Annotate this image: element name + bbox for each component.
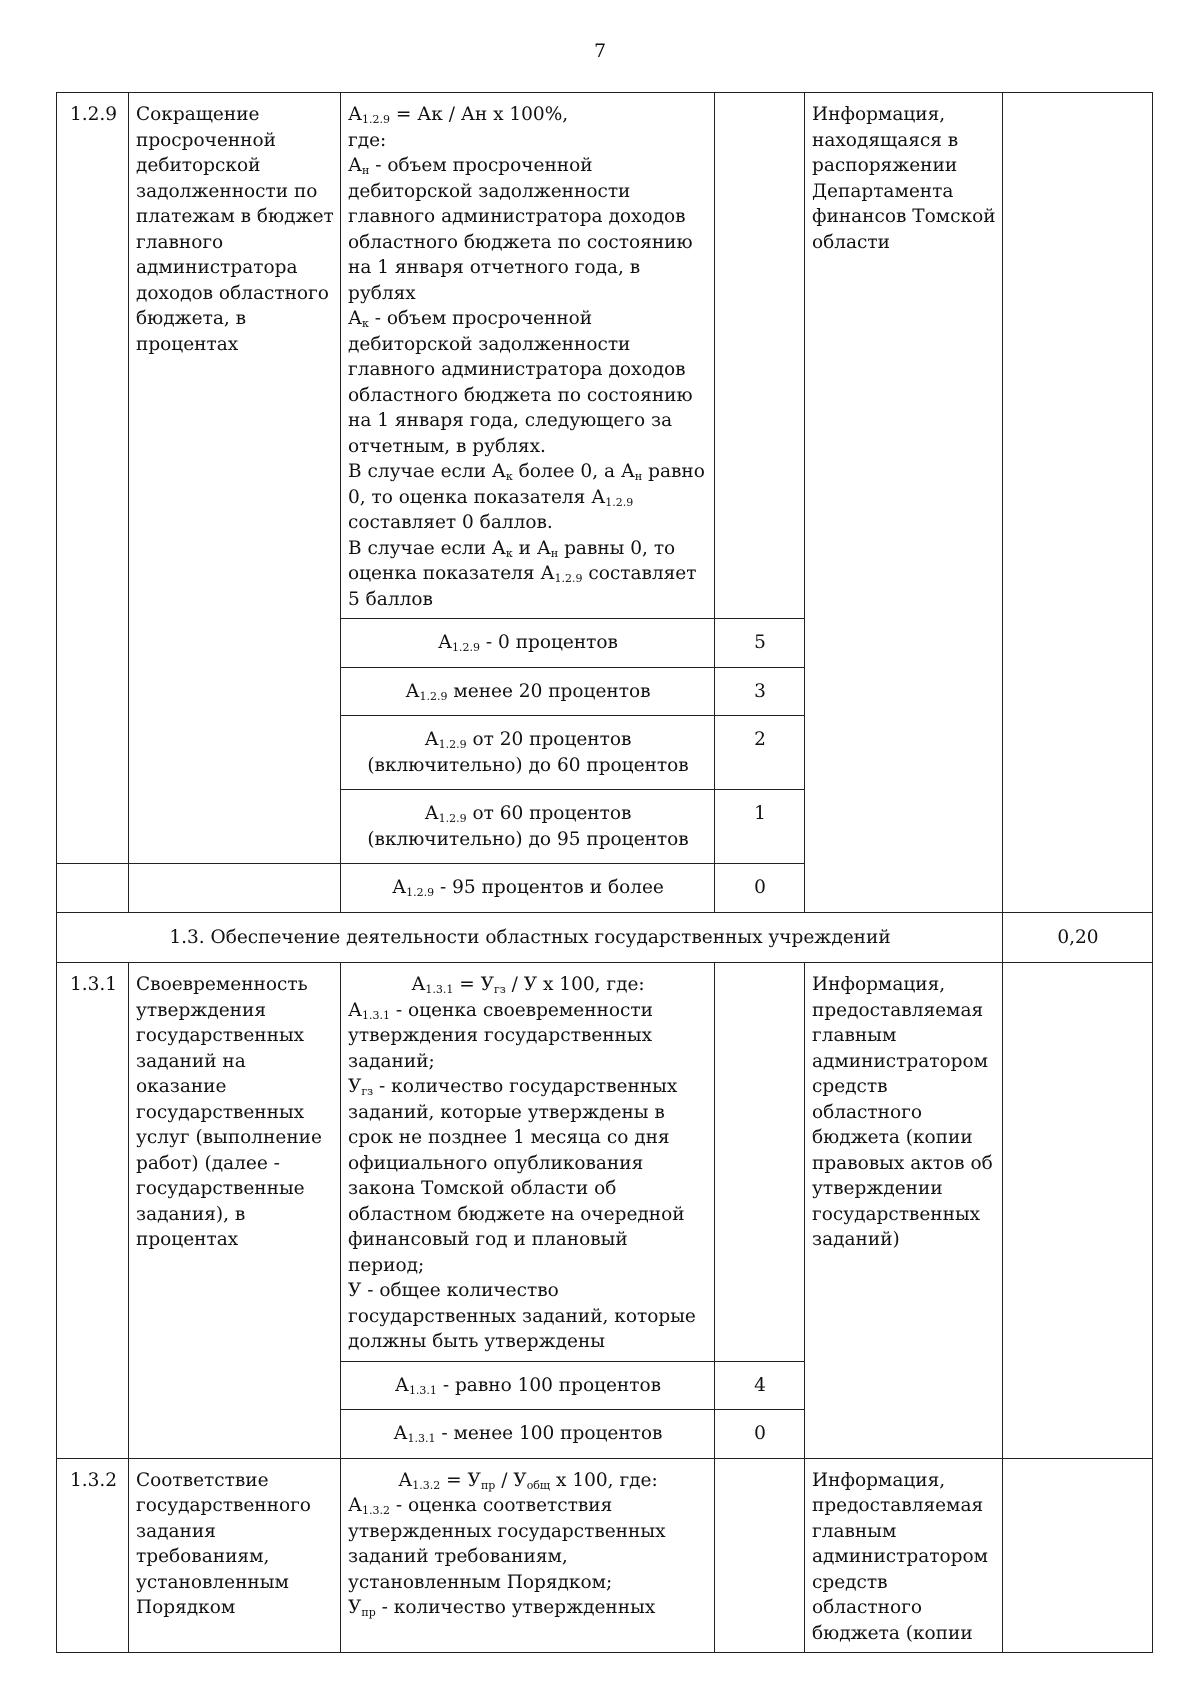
indicator-name: Сокращение просроченной дебиторской задолженности по платежам в бюджет главного администратора доходов областного бюджета, в процентах (129, 93, 341, 864)
indicator-number: 1.2.9 (57, 93, 129, 864)
indicator-row-1-3-2 (57, 1458, 1153, 1653)
empty-name-cell (129, 864, 341, 913)
criterion-text: $А_{1.2.9}$ менее 20 процентов (341, 667, 715, 716)
indicator-formula: $А_{1.3.2} = У_{пр} / У_{общ}$ х 100, где: $А_{1.3.2}$ - оценка соответствия утвержденных государственных заданий требованиям, установленным Порядком; $У_{пр}$ - количество утвержденных (341, 1458, 715, 1653)
section-title: 1.3. Обеспечение деятельности областных государственных учреждений (57, 912, 1003, 963)
section-row-1-3 (57, 912, 1153, 963)
indicator-formula: $А_{1.2.9}$ = Ак / Ан х 100%, где: $А_н$ - объем просроченной дебиторской задолженности главного администратора доходов областного бюджета по состоянию на 1 января отчетного года, в рублях $А_к$ - объем просроченной дебиторской задолженности главного администратора доходов областного бюджета по состоянию на 1 января года, следующего за отчетным, в рублях. В случае если $А_к$ более 0, а $А_н$ равно 0, то оценка показателя $А_{1.2.9}$ составляет 0 баллов. В случае если $А_к$ и $А_н$ равны 0, то оценка показателя $А_{1.2.9}$ составляет 5 баллов (341, 93, 715, 619)
indicator-name: Соответствие государственного задания требованиям, установленным Порядком (129, 1458, 341, 1653)
indicator-name: Своевременность утверждения государственных заданий на оказание государственных услуг (выполнение работ) (далее - государственные задания), в процентах (129, 963, 341, 1459)
information-source: Информация, предоставляемая главным администратором средств областного бюджета (копии (805, 1458, 1003, 1653)
indicators-table (56, 92, 1153, 1653)
information-source: Информация, предоставляемая главным администратором средств областного бюджета (копии правовых актов об утверждении государственных заданий) (805, 963, 1003, 1459)
criterion-text: $А_{1.2.9} - 95$ процентов и более (341, 864, 715, 913)
score-cell (715, 93, 805, 619)
criterion-score: 5 (715, 619, 805, 668)
section-weight: 0,20 (1003, 912, 1153, 963)
criterion-score: 1 (715, 790, 805, 864)
indicator-formula: $А_{1.3.1} = У_{гз} / У$ х 100, где: $А_{1.3.1}$ - оценка своевременности утверждения государственных заданий; $У_{гз}$ - количество государственных заданий, которые утверждены в срок не позднее 1 месяца со дня официального опубликования закона Томской области об областном бюджете на очередной финансовый год и плановый период; У - общее количество государственных заданий, которые должны быть утверждены (341, 963, 715, 1362)
indicator-number: 1.3.2 (57, 1458, 129, 1653)
criterion-score: 4 (715, 1361, 805, 1410)
criterion-score: 2 (715, 716, 805, 790)
criterion-text: $А_{1.3.1}$ - менее 100 процентов (341, 1410, 715, 1459)
criterion-text: $А_{1.2.9}$ от 60 процентов (включительно) до 95 процентов (341, 790, 715, 864)
weight-cell (1003, 963, 1153, 1459)
criterion-score: 3 (715, 667, 805, 716)
information-source: Информация, находящаяся в распоряжении Департамента финансов Томской области (805, 93, 1003, 913)
score-cell (715, 963, 805, 1362)
indicator-number: 1.3.1 (57, 963, 129, 1459)
criterion-score: 0 (715, 1410, 805, 1459)
indicator-row-1-2-9 (57, 93, 1153, 619)
indicator-row-1-3-1 (57, 963, 1153, 1362)
criterion-text: $А_{1.2.9}$ от 20 процентов (включительно) до 60 процентов (341, 716, 715, 790)
weight-cell (1003, 93, 1153, 913)
score-cell (715, 1458, 805, 1653)
criterion-score: 0 (715, 864, 805, 913)
empty-number-cell (57, 864, 129, 913)
weight-cell (1003, 1458, 1153, 1653)
page-number: 7 (593, 40, 607, 62)
criterion-text: $А_{1.3.1}$ - равно 100 процентов (341, 1361, 715, 1410)
criterion-text: $А_{1.2.9} - 0$ процентов (341, 619, 715, 668)
